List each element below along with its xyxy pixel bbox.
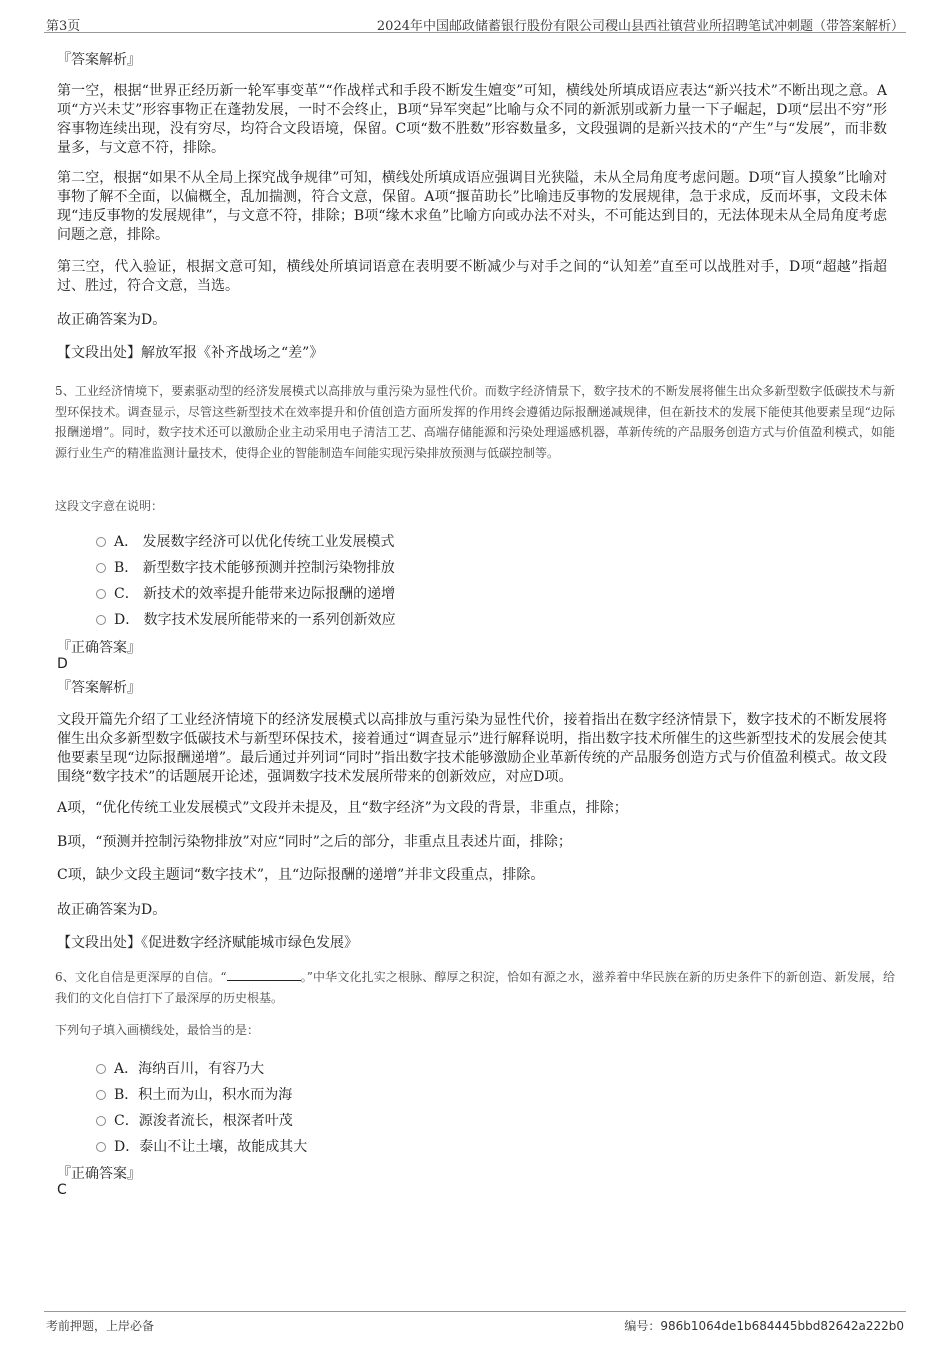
- answer-analysis-label: 『答案解析』: [57, 52, 141, 68]
- radio-button[interactable]: [96, 615, 106, 625]
- fill-blank: [227, 969, 301, 981]
- question-6-prompt: 下列句子填入画横线处，最恰当的是：: [55, 1023, 260, 1037]
- correct-answer-label: 『正确答案』: [57, 1166, 141, 1182]
- analysis-paragraph-1: 第一空，根据“世界正经历新一轮军事变革”“作战样式和手段不断发生嬗变”可知，横线处所填成语应表达“新兴技术”不断出现之意。A项“方兴未艾”形容事物正在蓬勃发展，一时不会终止，B项“异军突起”比喻与众不同的新派别或新力量一下子崛起，D项“层出不穷”形容事物连续出现，没有穷尽，均符合文段语境，保留。C项“数不胜数”形容数量多，文段强调的是新兴技术的“产生”与“发展”，而非数量多，与文意不符，排除。: [57, 83, 887, 156]
- document-title: 2024年中国邮政储蓄银行股份有限公司稷山县西社镇营业所招聘笔试冲刺题（带答案解析）: [376, 19, 904, 34]
- question-5-prompt: 这段文字意在说明：: [55, 499, 164, 513]
- analysis-paragraph-3: 第三空，代入验证，根据文意可知，横线处所填词语意在表明要不断减少与对手之间的“认知差”直至可以战胜对手，D项“超越”指超过、胜过，符合文意，当选。: [57, 259, 887, 294]
- correct-answer-label: 『正确答案』: [57, 640, 141, 656]
- radio-button[interactable]: [96, 1064, 106, 1074]
- radio-button[interactable]: [96, 1090, 106, 1100]
- analysis-paragraph-2: 第二空，根据“如果不从全局上探究战争规律”可知，横线处所填成语应强调目光狭隘，未从全局角度考虑问题。D项“盲人摸象”比喻对事物了解不全面，以偏概全，乱加揣测，符合文意，保留。A项“揠苗助长”比喻违反事物的发展规律，急于求成，反而坏事，文段未体现“违反事物的发展规律”，与文意不符，排除；B项“缘木求鱼”比喻方向或办法不对头，不可能达到目的，无法体现未从全局角度考虑问题之意，排除。: [57, 170, 887, 243]
- correct-answer: C: [57, 1182, 67, 1198]
- footer-slogan: 考前押题，上岸必备: [46, 1319, 155, 1333]
- document-code: 编号：986b1064de1b684445bbd82642a222b0: [624, 1319, 904, 1333]
- analysis-conclusion: 故正确答案为D。: [57, 312, 167, 328]
- q5-analysis-option-b: B项，“预测并控制污染物排放”对应“同时”之后的部分，非重点且表述片面，排除；: [57, 834, 572, 850]
- answer-analysis-label: 『答案解析』: [57, 680, 141, 696]
- radio-button[interactable]: [96, 1142, 106, 1152]
- radio-button[interactable]: [96, 589, 106, 599]
- source-citation: 【文段出处】解放军报《补齐战场之“差”》: [57, 345, 324, 361]
- q5-analysis-paragraph-1: 文段开篇先介绍了工业经济情境下的经济发展模式以高排放与重污染为显性代价，接着指出在数字经济情景下，数字技术的不断发展将催生出众多新型数字低碳技术与新型环保技术，接着通过“调查显示”进行解释说明，指出数字技术所催生的这些新型技术的发展会使其他要素呈现“边际报酬递增”。最后通过并列词“同时”指出数字技术能够激励企业革新传统的产品服务创造方式与价值盈利模式。故文段围绕“数字技术”的话题展开论述，强调数字技术发展所带来的创新效应，对应D项。: [57, 712, 887, 785]
- correct-answer: D: [57, 656, 68, 672]
- page-number: 第3页: [46, 19, 81, 34]
- question-5-stem: 5、工业经济情境下，要素驱动型的经济发展模式以高排放与重污染为显性代价。而数字经济情景下，数字技术的不断发展将催生出众多新型数字低碳技术与新型环保技术。调查显示，尽管这些新型技术在效率提升和价值创造方面所发挥的作用终会遵循边际报酬递减规律，但在新技术的发展下能使其他要素呈现“边际报酬递增”。同时，数字技术还可以激励企业主动采用电子清洁工艺、高端存储能源和污染处理遥感机器，革新传统的产品服务创造方式与价值盈利模式，如能源行业生产的精准监测计量技术，使得企业的智能制造车间能实现污染排放预测与低碳控制等。: [55, 384, 895, 460]
- radio-button[interactable]: [96, 537, 106, 547]
- radio-button[interactable]: [96, 1116, 106, 1126]
- q5-source-citation: 【文段出处】《促进数字经济赋能城市绿色发展》: [57, 935, 358, 951]
- question-6-stem: 6、文化自信是更深厚的自信。“ 。”中华文化扎实之根脉、醇厚之积淀，恰如有源之水，滋养着中华民族在新的历史条件下的新创造、新发展，给我们的文化自信打下了最深厚的历史根基。: [55, 970, 895, 1005]
- page-footer: [44, 1311, 906, 1334]
- q5-analysis-option-a: A项，“优化传统工业发展模式”文段并未提及，且“数字经济”为文段的背景，非重点，排除；: [57, 800, 628, 816]
- radio-button[interactable]: [96, 563, 106, 573]
- q5-analysis-conclusion: 故正确答案为D。: [57, 902, 167, 918]
- page-header: [44, 12, 906, 33]
- q5-analysis-option-c: C项，缺少文段主题词“数字技术”，且“边际报酬的递增”并非文段重点，排除。: [57, 867, 545, 883]
